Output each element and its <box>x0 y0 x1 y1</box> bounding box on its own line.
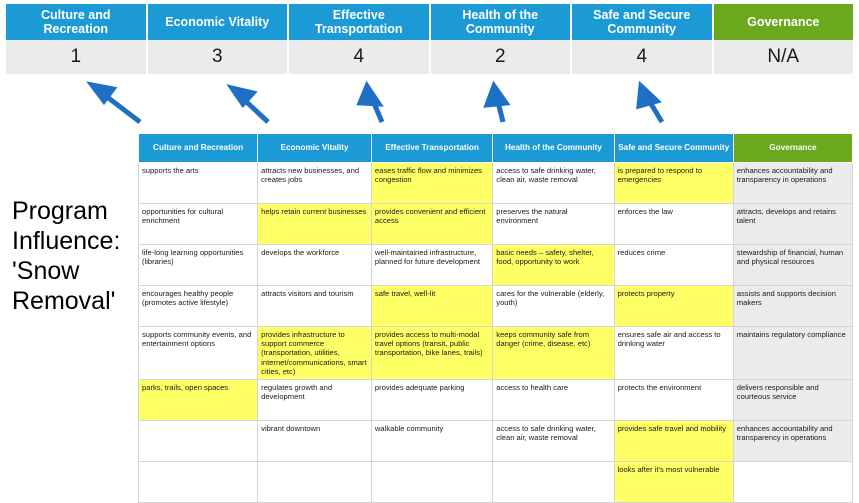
matrix-header-culture-and-recreation: Culture and Recreation <box>139 134 258 163</box>
summary-score-safe-and-secure-community: 4 <box>572 40 714 74</box>
matrix-cell: attracts visitors and tourism <box>258 286 372 327</box>
matrix-cell: basic needs – safety, shelter, food, opportunity to work <box>493 245 614 286</box>
matrix-cell: parks, trails, open spaces <box>139 380 258 421</box>
matrix-cell: eases traffic flow and minimizes congestion <box>371 163 492 204</box>
matrix-cell: regulates growth and development <box>258 380 372 421</box>
matrix-cell: protects the environment <box>614 380 733 421</box>
program-influence-caption <box>12 196 137 316</box>
caption-line-4: Removal' <box>12 287 116 315</box>
matrix-header-economic-vitality: Economic Vitality <box>258 134 372 163</box>
matrix-cell <box>733 462 852 503</box>
summary-band <box>6 4 853 74</box>
summary-header-row <box>6 4 853 40</box>
matrix-cell: delivers responsible and courteous service <box>733 380 852 421</box>
summary-score-row <box>6 40 853 74</box>
table-row <box>139 163 853 204</box>
upward-arrow-3 <box>360 86 382 122</box>
matrix-cell <box>139 421 258 462</box>
matrix-cell: access to health care <box>493 380 614 421</box>
matrix-cell: life-long learning opportunities (libraries) <box>139 245 258 286</box>
matrix-cell <box>139 462 258 503</box>
matrix-cell: provides convenient and efficient access <box>371 204 492 245</box>
matrix-cell: walkable community <box>371 421 492 462</box>
upward-arrow-2 <box>232 88 268 122</box>
matrix-cell: attracts new businesses, and creates jobs <box>258 163 372 204</box>
summary-header-effective-transportation: Effective Transportation <box>289 4 431 40</box>
matrix-cell: safe travel, well-lit <box>371 286 492 327</box>
table-row <box>139 204 853 245</box>
matrix-cell: develops the workforce <box>258 245 372 286</box>
caption-line-2: Influence: <box>12 227 121 255</box>
matrix-cell: access to safe drinking water, clean air, waste removal <box>493 163 614 204</box>
matrix-cell: access to safe drinking water, clean air, waste removal <box>493 421 614 462</box>
matrix-cell: preserves the natural environment <box>493 204 614 245</box>
matrix-cell <box>493 462 614 503</box>
matrix-cell: enhances accountability and transparency in operations <box>733 163 852 204</box>
matrix-cell: well-maintained infrastructure, planned for future development <box>371 245 492 286</box>
matrix-cell: encourages healthy people (promotes active lifestyle) <box>139 286 258 327</box>
matrix-cell: provides access to multi-modal travel options (transit, public transportation, bike lanes, trails) <box>371 327 492 380</box>
summary-score-governance: N/A <box>767 46 800 67</box>
table-row <box>139 462 853 503</box>
upward-arrow-1 <box>92 85 140 122</box>
matrix-cell: keeps community safe from danger (crime, disease, etc) <box>493 327 614 380</box>
matrix-cell <box>371 462 492 503</box>
table-row <box>139 245 853 286</box>
matrix-cell: reduces crime <box>614 245 733 286</box>
upward-arrow-4 <box>487 86 506 122</box>
matrix-header-row <box>139 134 853 163</box>
matrix-cell: provides infrastructure to support commerce (transportation, utilities, internet/communications, smart cities, etc) <box>258 327 372 380</box>
matrix-cell: assists and supports decision makers <box>733 286 852 327</box>
matrix-cell: protects property <box>614 286 733 327</box>
table-row <box>139 327 853 380</box>
matrix-cell: looks after it's most vulnerable <box>614 462 733 503</box>
summary-score-culture-and-recreation: 1 <box>6 40 148 74</box>
matrix-header-effective-transportation: Effective Transportation <box>371 134 492 163</box>
matrix-cell: ensures safe air and access to drinking water <box>614 327 733 380</box>
matrix-cell: helps retain current businesses <box>258 204 372 245</box>
matrix-cell: enforces the law <box>614 204 733 245</box>
matrix-header-health-of-the-community: Health of the Community <box>493 134 614 163</box>
summary-header-health-of-the-community: Health of the Community <box>431 4 573 40</box>
influence-matrix <box>138 133 853 503</box>
matrix-cell: maintains regulatory compliance <box>733 327 852 380</box>
matrix-header-safe-and-secure-community: Safe and Secure Community <box>614 134 733 163</box>
summary-score-economic-vitality: 3 <box>148 40 290 74</box>
matrix-cell: supports the arts <box>139 163 258 204</box>
summary-header-economic-vitality: Economic Vitality <box>148 4 290 40</box>
caption-line-3: 'Snow <box>12 257 80 285</box>
table-row <box>139 380 853 421</box>
matrix-cell: vibrant downtown <box>258 421 372 462</box>
matrix-cell: attracts, develops and retains talent <box>733 204 852 245</box>
matrix-cell: supports community events, and entertainment options <box>139 327 258 380</box>
matrix-cell: stewardship of financial, human and physical resources <box>733 245 852 286</box>
upward-arrow-5 <box>639 86 662 122</box>
summary-header-safe-and-secure-community: Safe and Secure Community <box>572 4 714 40</box>
matrix-cell: cares for the vulnerable (elderly, youth) <box>493 286 614 327</box>
summary-header-governance: Governance <box>714 4 854 40</box>
caption-line-1: Program <box>12 197 108 225</box>
table-row <box>139 421 853 462</box>
matrix-cell <box>258 462 372 503</box>
summary-score-effective-transportation: 4 <box>289 40 431 74</box>
summary-header-culture-and-recreation: Culture and Recreation <box>6 4 148 40</box>
table-row <box>139 286 853 327</box>
arrow-group <box>0 72 859 134</box>
matrix-cell: enhances accountability and transparency in operations <box>733 421 852 462</box>
matrix-cell: provides adequate parking <box>371 380 492 421</box>
matrix-cell: is prepared to respond to emergencies <box>614 163 733 204</box>
summary-score-health-of-the-community: 2 <box>431 40 573 74</box>
matrix-cell: provides safe travel and mobility <box>614 421 733 462</box>
matrix-header-governance: Governance <box>733 134 852 163</box>
matrix-cell: opportunities for cultural enrichment <box>139 204 258 245</box>
